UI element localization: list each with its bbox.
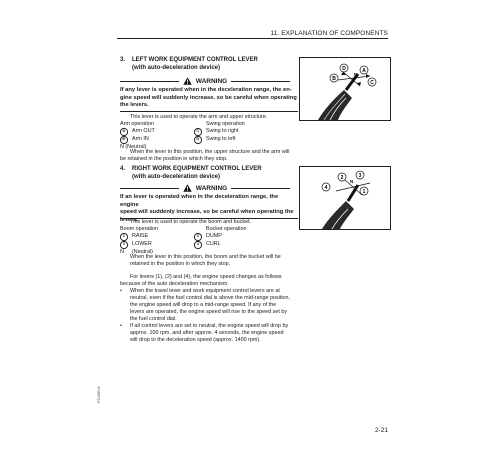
- illus-label-4: 4: [324, 185, 328, 191]
- section-4-number: 4.: [120, 166, 126, 172]
- header-title: 11. EXPLANATION OF COMPONENTS: [270, 30, 388, 37]
- section-4-title-line2: (with auto-deceleration device): [132, 173, 221, 180]
- row-text: RAISE: [132, 233, 149, 239]
- warning-line: the levers.: [120, 102, 149, 109]
- table-row: [120, 241, 246, 249]
- neutral-label: N (Neutral): [120, 144, 147, 151]
- lever-drawing: [300, 58, 390, 120]
- left-lever-illustration: [299, 57, 391, 121]
- note-line: be retained in the position in which they stop.: [120, 156, 228, 162]
- mark-4: 4: [194, 241, 202, 249]
- col-head-bucket: Bucket operation: [206, 226, 247, 232]
- bullet-list: [120, 288, 320, 344]
- side-code: PC45R-8: [96, 386, 101, 403]
- illus-label-3: 3: [358, 173, 362, 179]
- levers-line: because of the auto deceleration mechanism.: [120, 281, 229, 287]
- section-4-table: [120, 226, 246, 256]
- section-3-note: [120, 149, 320, 163]
- row-text: Swing to right: [206, 128, 239, 134]
- section-3-warning-text: [120, 87, 298, 110]
- header-rule: [117, 38, 388, 39]
- neutral-label: (Neutral): [132, 249, 153, 256]
- mark-b: B: [120, 136, 128, 144]
- section-3-title-line2: (with auto-deceleration device): [132, 64, 221, 71]
- illus-label-d: D: [342, 66, 346, 72]
- warning-line: speed will suddenly increase, so be careful when operating the: [120, 209, 294, 216]
- bullet-line: the fuel control dial.: [130, 316, 177, 322]
- bullet-line: approx. 100 rpm, and after approx. 4 seconds, the engine speed: [130, 330, 284, 336]
- warning-icon: [183, 77, 192, 85]
- row-text: Arm OUT: [132, 128, 155, 134]
- note-line: retained in the position in which they stop.: [130, 261, 231, 267]
- lever-drawing: [300, 167, 390, 229]
- list-item: • If all control levers are set to neutral, the engine speed will drop by approx. 100 rpm, and after approx. 4 seconds, the engine speed will drop to the deceleration speed (approx. 1400 rpm).: [120, 323, 289, 343]
- row-text: LOWER: [132, 241, 152, 248]
- neutral-n: N: [120, 249, 124, 256]
- col-head-swing: Swing operation: [206, 121, 245, 127]
- row-text: DUMP: [206, 233, 222, 239]
- bullet-line: the engine speed will drop to a mid-range speed. If any of the: [130, 302, 277, 308]
- section-3-intro: This lever is used to operate the arm and upper structure.: [130, 114, 268, 120]
- mark-a: A: [120, 128, 128, 136]
- warning-icon: [183, 184, 192, 192]
- bullet-line: If all control levers are set to neutral, the engine speed will drop by: [130, 323, 289, 329]
- illus-label-1: 1: [362, 189, 366, 195]
- section-3-warning-rule: [120, 111, 298, 112]
- row-text: Arm IN: [132, 136, 149, 143]
- table-row: [120, 233, 246, 241]
- row-text: Swing to left: [206, 136, 236, 143]
- section-4-title: [120, 166, 262, 181]
- mark-1: 1: [120, 233, 128, 241]
- table-row: [120, 136, 245, 144]
- note-line: When the lever in this position, the boom and the bucket will be: [130, 254, 281, 260]
- row-text: CURL: [206, 241, 221, 248]
- list-item: • When the travel lever and work equipment control levers are at neutral, even if the fuel control dial is above the mid-range position, the engine speed will drop to a mid-range speed. If any of the levers are operated, the engine speed will rise to the speed set by the fuel control dial.: [120, 288, 291, 322]
- section-4-intro: This lever is used to operate the boom and bucket.: [130, 219, 252, 225]
- mark-2: 2: [120, 241, 128, 249]
- section-4-note: [120, 254, 320, 268]
- bullet-line: neutral, even if the fuel control dial is above the mid-range position,: [130, 295, 291, 301]
- bullet-line: When the travel lever and work equipment control levers are at: [130, 288, 280, 294]
- note-line: When the lever in this position, the upper structure and the arm will: [130, 149, 290, 155]
- section-4-warning-label: WARNING: [195, 184, 228, 192]
- section-3-table: [120, 121, 245, 151]
- bullet-line: will drop to the deceleration speed (approx. 1400 rpm).: [130, 337, 261, 343]
- section-3-title-line1: LEFT WORK EQUIPMENT CONTROL LEVER: [132, 57, 258, 63]
- mark-3: 3: [194, 233, 202, 241]
- illus-label-n: N: [350, 179, 354, 184]
- table-row: [120, 128, 245, 136]
- illus-label-n: N: [354, 72, 358, 77]
- col-head-arm: Arm operation: [120, 121, 154, 127]
- page-number: 2-21: [374, 427, 388, 434]
- col-head-boom: Boom operation: [120, 226, 159, 232]
- section-3-warning-header: [120, 77, 290, 85]
- warning-line: If an lever is operated when in the deceleration range, the engine: [120, 194, 279, 208]
- warning-line: gine speed will suddenly increase, so be careful when operating: [120, 94, 297, 101]
- illus-label-b: B: [332, 76, 336, 82]
- warning-line: If any lever is operated when in the deceleration range, the en-: [120, 87, 292, 93]
- section-4-levers-text: [120, 274, 320, 288]
- section-3-title: [120, 57, 258, 72]
- section-4-title-line1: RIGHT WORK EQUIPMENT CONTROL LEVER: [132, 166, 262, 172]
- mark-d: D: [194, 136, 202, 144]
- section-3-number: 3.: [120, 57, 126, 63]
- illus-label-2: 2: [340, 175, 344, 181]
- warning-line: levers.: [120, 216, 139, 223]
- bullet-line: levers are operated, the engine speed will rise to the speed set by: [130, 309, 288, 315]
- right-lever-illustration: [299, 166, 391, 230]
- illus-label-a: A: [362, 68, 366, 74]
- illus-label-c: C: [370, 80, 374, 86]
- levers-line: For levers (1), (2) and (4), the engine speed changes as follows: [130, 274, 282, 280]
- section-3-warning-label: WARNING: [195, 77, 228, 85]
- mark-c: C: [194, 128, 202, 136]
- section-4-warning-header: [120, 184, 290, 192]
